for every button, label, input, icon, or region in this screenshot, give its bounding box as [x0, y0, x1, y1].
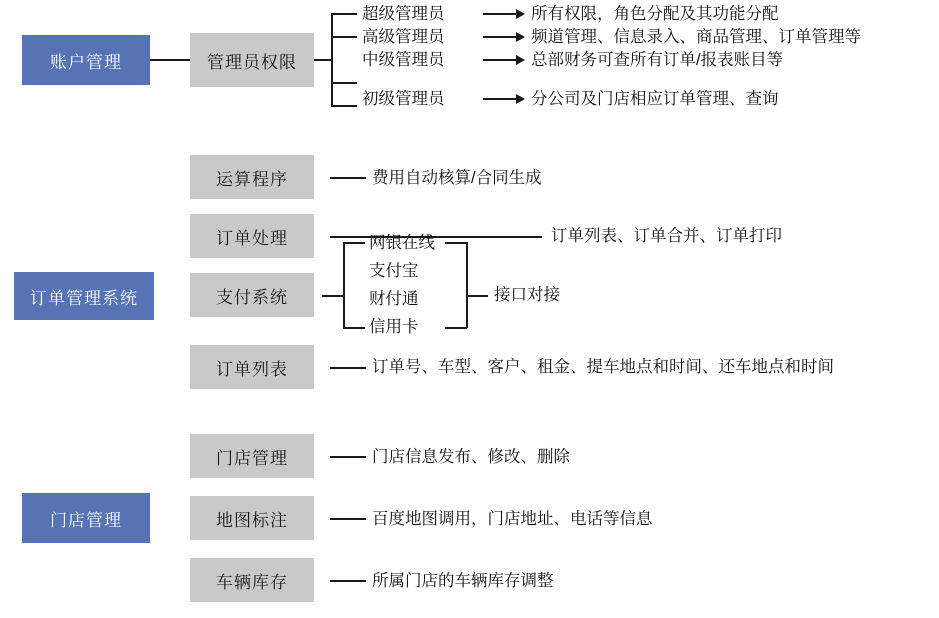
group-node-map-marker — [190, 496, 314, 540]
item-detail-super-admin: 所有权限，角色分配及其功能分配 — [531, 5, 779, 23]
item-label-online-bank: 网银在线 — [369, 234, 435, 252]
primary-node-store-management — [22, 493, 150, 543]
connector-admin-bracket — [331, 13, 333, 105]
connector-admin-item-3 — [331, 82, 357, 84]
connector-admin-item-4 — [331, 105, 357, 107]
group-node-admin-permission — [190, 33, 314, 87]
connector-payment-item-4 — [343, 327, 365, 329]
arrow-head-super-admin — [516, 9, 525, 19]
primary-node-store-management-label: 门店管理 — [50, 510, 122, 530]
group-node-admin-permission-label: 管理员权限 — [207, 52, 297, 72]
arrow-head-mid-admin — [516, 55, 525, 65]
arrow-head-senior-admin — [516, 32, 525, 42]
connector-map-marker-detail — [330, 518, 366, 520]
group-node-vehicle-inventory — [190, 558, 314, 602]
connector-payment-item-1 — [343, 242, 365, 244]
group-node-order-list — [190, 345, 314, 389]
connector-order-list-detail — [330, 367, 366, 369]
connector-payment-bracket-right — [466, 242, 468, 328]
connector-order-processing-detail — [330, 236, 542, 238]
detail-order-list: 订单号、车型、客户、租金、提车地点和时间、还车地点和时间 — [372, 358, 834, 376]
connector-store-info-detail — [330, 456, 366, 458]
connector-payment-bracket-left — [343, 242, 345, 328]
detail-store-info: 门店信息发布、修改、删除 — [372, 448, 570, 466]
item-label-junior-admin: 初级管理员 — [362, 90, 445, 108]
group-node-map-marker-label: 地图标注 — [216, 510, 288, 530]
primary-node-account-label: 账户管理 — [50, 52, 122, 72]
item-detail-junior-admin: 分公司及门店相应订单管理、查询 — [531, 90, 779, 108]
item-label-super-admin: 超级管理员 — [362, 5, 445, 23]
detail-payment-interface: 接口对接 — [494, 286, 560, 304]
connector-calculation-detail — [330, 177, 366, 179]
connector-admin-item-1 — [331, 13, 357, 15]
arrow-head-junior-admin — [516, 94, 525, 104]
arrow-line-senior-admin — [483, 36, 516, 38]
group-node-payment-system-label: 支付系统 — [216, 287, 288, 307]
arrow-line-mid-admin — [483, 59, 516, 61]
primary-node-order-system-label: 订单管理系统 — [30, 288, 138, 308]
item-detail-mid-admin: 总部财务可查所有订单/报表账目等 — [531, 51, 784, 69]
connector-payment-interface — [466, 295, 488, 297]
group-node-calculation — [190, 155, 314, 199]
primary-node-order-system — [14, 272, 154, 320]
connector-admin-stem — [314, 59, 332, 61]
item-label-tenpay: 财付通 — [369, 290, 419, 308]
item-label-senior-admin: 高级管理员 — [362, 28, 445, 46]
detail-vehicle-inventory: 所属门店的车辆库存调整 — [372, 572, 554, 590]
primary-node-account — [22, 35, 150, 85]
item-label-alipay: 支付宝 — [369, 262, 419, 280]
group-node-payment-system — [190, 273, 314, 317]
connector-payment-right-item-4 — [445, 327, 467, 329]
detail-order-processing: 订单列表、订单合并、订单打印 — [551, 227, 782, 245]
connector-account-to-admin — [150, 59, 190, 61]
detail-map-marker: 百度地图调用，门店地址、电话等信息 — [372, 510, 653, 528]
arrow-line-super-admin — [483, 13, 516, 15]
item-label-mid-admin: 中级管理员 — [362, 51, 445, 69]
connector-payment-right-item-1 — [445, 242, 467, 244]
connector-admin-item-2 — [331, 36, 357, 38]
group-node-order-processing-label: 订单处理 — [216, 228, 288, 248]
detail-calculation: 费用自动核算/合同生成 — [372, 169, 542, 187]
item-detail-senior-admin: 频道管理、信息录入、商品管理、订单管理等 — [531, 28, 861, 46]
group-node-store-info — [190, 434, 314, 478]
group-node-store-info-label: 门店管理 — [216, 448, 288, 468]
group-node-order-list-label: 订单列表 — [216, 359, 288, 379]
arrow-line-junior-admin — [483, 98, 516, 100]
group-node-order-processing — [190, 214, 314, 258]
item-label-credit-card: 信用卡 — [369, 318, 419, 336]
connector-vehicle-inventory-detail — [330, 580, 366, 582]
group-node-vehicle-inventory-label: 车辆库存 — [216, 572, 288, 592]
connector-payment-stem — [322, 295, 344, 297]
group-node-calculation-label: 运算程序 — [216, 169, 288, 189]
